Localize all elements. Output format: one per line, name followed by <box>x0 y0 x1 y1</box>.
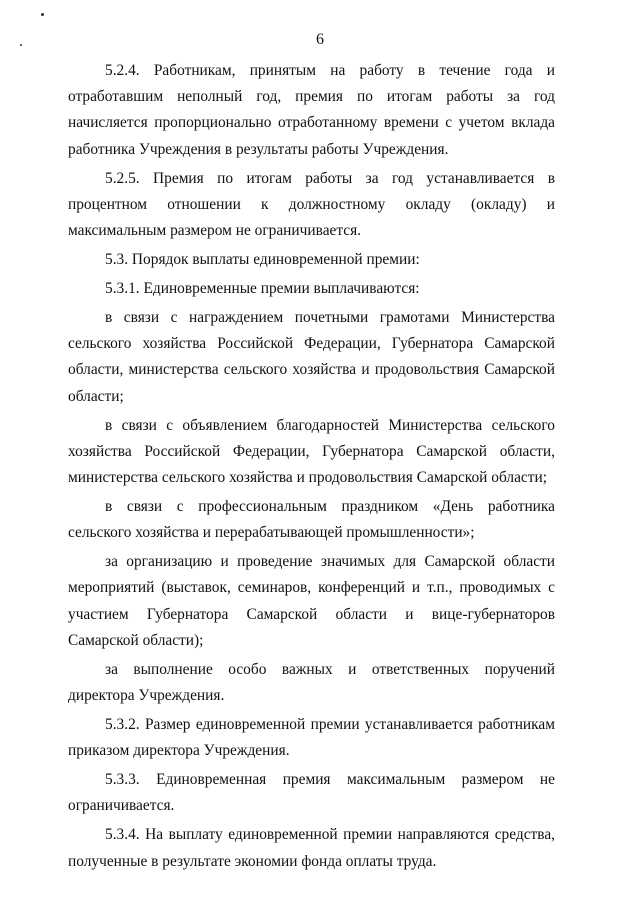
paragraph-5-3: 5.3. Порядок выплаты единовременной премии: <box>105 251 420 269</box>
paragraph-5-3-4: 5.3.4. На выплату единовременной премии направляются средства, полученные в результате экономии фонда оплаты труда. <box>68 826 555 870</box>
paragraph-5-3-1: 5.3.1. Единовременные премии выплачиваются: <box>105 280 420 298</box>
paragraph-5-3-2: 5.3.2. Размер единовременной премии устанавливается работникам приказом директора Учреждения. <box>68 716 555 760</box>
document-body <box>68 58 555 878</box>
page-number: 6 <box>316 31 324 48</box>
list-item-gramoty: в связи с награждением почетными грамотами Министерства сельского хозяйства Российской Федерации, Губернатора Самарской области, министерства сельского хозяйства и продовольствия Самарской области; <box>68 309 555 405</box>
scan-speck <box>41 13 44 16</box>
list-item-blagodarnosti: в связи с объявлением благодарностей Министерства сельского хозяйства Российской Федерации, Губернатора Самарской области, министерства сельского хозяйства и продовольствия Самарской области; <box>68 416 555 487</box>
list-item-assignments: за выполнение особо важных и ответственных поручений директора Учреждения. <box>68 660 555 705</box>
paragraph-5-2-4: 5.2.4. Работникам, принятым на работу в течение года и отработавшим неполный год, премия по итогам работы за год начисляется пропорционально отработанному времени с учетом вклада работника Учреждения в результаты работы Учреждения. <box>68 62 555 158</box>
list-item-holiday: в связи с профессиональным праздником «День работника сельского хозяйства и перерабатывающей промышленности»; <box>68 498 555 542</box>
paragraph-5-2-5: 5.2.5. Премия по итогам работы за год устанавливается в процентном отношении к должностному окладу (окладу) и максимальным размером не ограничивается. <box>68 169 555 240</box>
list-item-events: за организацию и проведение значимых для Самарской области мероприятий (выставок, семинаров, конференций и т.п., проводимых с участием Губернатора Самарской области и вице-губернаторов Самарской области); <box>68 553 555 649</box>
paragraph-5-3-3: 5.3.3. Единовременная премия максимальным размером не ограничивается. <box>68 771 555 815</box>
